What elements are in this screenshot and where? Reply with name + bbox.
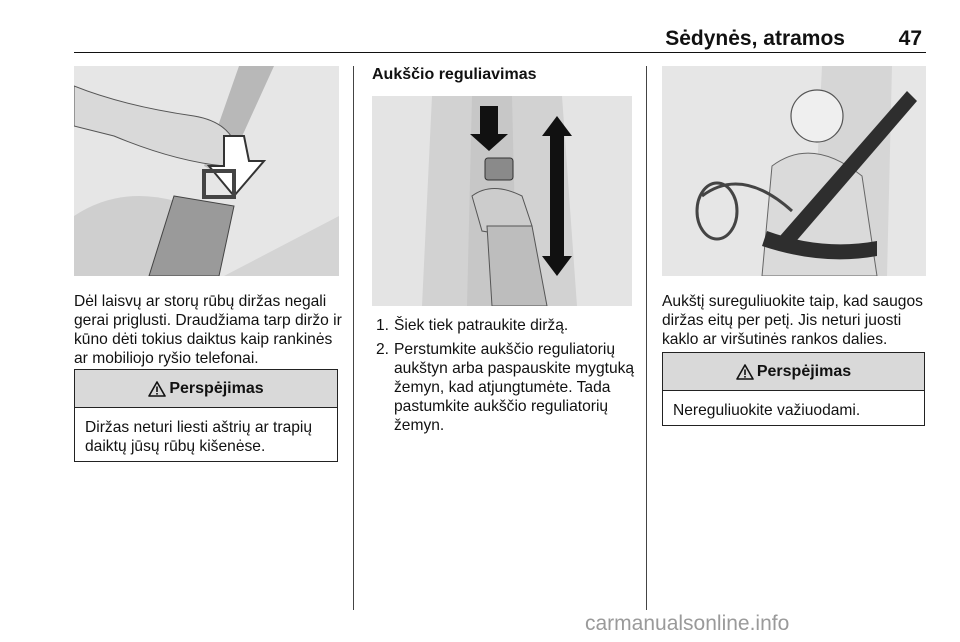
warning-triangle-icon xyxy=(736,364,754,380)
right-warning-header xyxy=(663,353,924,391)
section-heading-height-adjustment: Aukščio reguliavimas xyxy=(372,66,537,83)
step-number: 1. xyxy=(376,317,390,334)
step-text: Perstumkite aukščio reguliatorių aukštyn arba paspauskite mygtuką žemyn, kad atjungtumėte. Tada pastumkite aukščio reguliatorių žemyn. xyxy=(394,341,635,434)
column-divider-left xyxy=(353,66,354,610)
driver-belt-position-illustration xyxy=(662,66,926,276)
list-item xyxy=(372,316,647,335)
left-warning-header xyxy=(75,370,337,408)
step-number: 2. xyxy=(376,341,390,358)
right-paragraph: Aukštį sureguliuokite taip, kad saugos diržas eitų per petį. Jis neturi juosti kaklo ar viršutinės rankos dalies. xyxy=(662,293,923,348)
left-warning-title: Perspėjimas xyxy=(169,379,264,397)
watermark-text: carmanualsonline.info xyxy=(585,612,790,635)
height-adjustment-steps xyxy=(372,316,647,440)
seat-belt-buckle-illustration xyxy=(74,66,339,276)
page-header-title: Sėdynės, atramos xyxy=(665,27,845,50)
page-number: 47 xyxy=(898,27,922,50)
list-item xyxy=(372,340,647,435)
right-warning-title: Perspėjimas xyxy=(756,362,852,380)
left-warning-text: Diržas neturi liesti aštrių ar trapių daiktų jūsų rūbų kišenėse. xyxy=(85,419,313,455)
step-text: Šiek tiek patraukite diržą. xyxy=(394,317,569,334)
left-paragraph: Dėl laisvų ar storų rūbų diržas negali gerai priglusti. Draudžiama tarp diržo ir kūno dėti tokius daiktus kaip rankinės ar mobiliojo ryšio telefonai. xyxy=(74,293,342,367)
header-rule xyxy=(74,52,926,53)
height-adjuster-illustration xyxy=(372,96,632,306)
left-warning-box xyxy=(74,369,338,462)
right-warning-box xyxy=(662,352,925,426)
warning-triangle-icon xyxy=(148,381,166,397)
right-warning-text: Nereguliuokite važiuodami. xyxy=(673,402,861,419)
